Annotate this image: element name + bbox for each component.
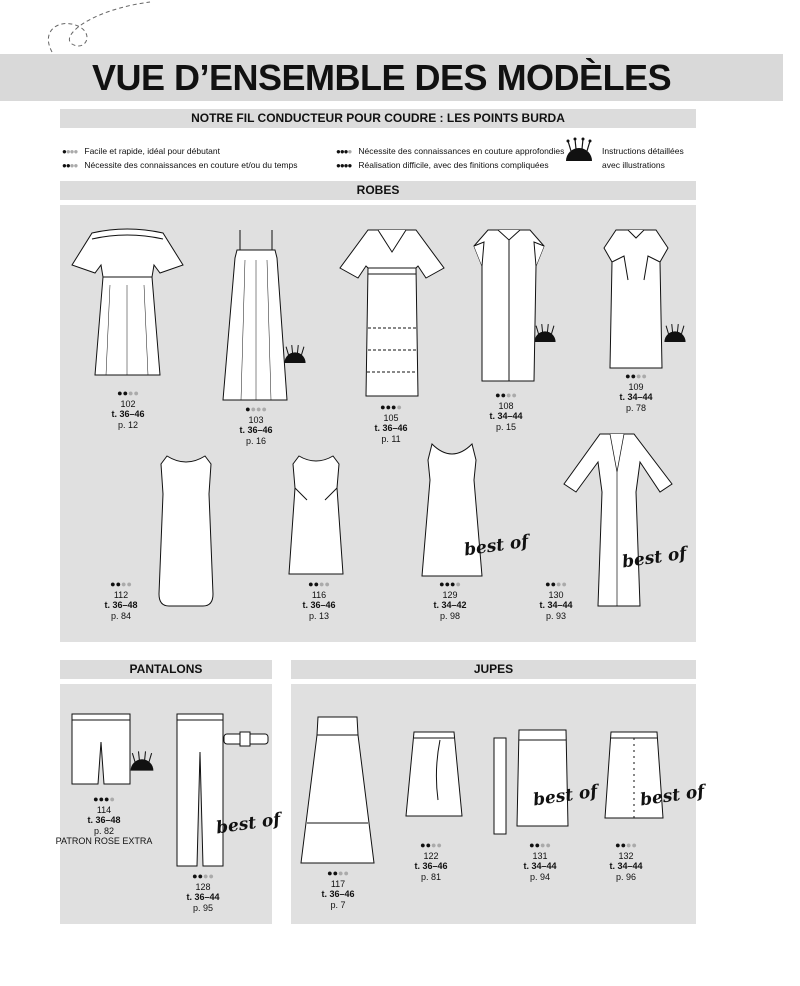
model-page: p. 11 (381, 433, 401, 444)
garment-122-illustration (404, 730, 464, 818)
legend-level1-text: Facile et rapide, idéal pour débutant (84, 146, 220, 156)
legend-level2 (62, 160, 297, 171)
difficulty-dots-icon: ●●●● (380, 402, 402, 412)
garment-117-illustration (300, 715, 375, 865)
garment-128-illustration (175, 712, 225, 868)
model-page: p. 95 (192, 902, 214, 913)
model-label-109 (606, 371, 666, 413)
model-size: t. 36–46 (414, 861, 448, 871)
level3-dots-icon: ●●●● (336, 147, 352, 156)
model-page: p. 7 (330, 899, 346, 910)
model-page: p. 94 (529, 871, 551, 882)
level4-dots-icon: ●●●● (336, 161, 352, 170)
garment-131-illustration (515, 728, 570, 828)
subtitle-band (60, 109, 696, 128)
model-extra-note: PATRON ROSE EXTRA (55, 836, 153, 846)
legend-level1 (62, 146, 220, 157)
difficulty-dots-icon: ●●●● (439, 579, 461, 589)
best-of-badge-130: best of (620, 543, 688, 573)
model-label-130 (526, 579, 586, 621)
section-band-jupes (291, 660, 696, 679)
difficulty-dots-icon: ●●●● (117, 388, 139, 398)
difficulty-dots-icon: ●●●● (545, 579, 567, 589)
model-label-132 (596, 840, 656, 882)
garment-108-illustration (470, 226, 548, 384)
model-number: 105 (383, 412, 399, 423)
model-page: p. 84 (110, 610, 132, 621)
model-size: t. 36–46 (111, 409, 145, 419)
model-number: 116 (311, 589, 327, 600)
model-page: p. 15 (495, 421, 517, 432)
model-size: t. 36–46 (321, 889, 355, 899)
model-label-129 (420, 579, 480, 621)
garment-116-illustration (285, 454, 347, 576)
difficulty-dots-icon: ●●●● (615, 840, 637, 850)
model-size: t. 34–44 (619, 392, 653, 402)
legend-level4 (336, 160, 549, 171)
section-band-pantalons (60, 660, 272, 679)
pincushion-icon-108 (532, 321, 558, 345)
garment-114-illustration (70, 712, 132, 787)
difficulty-dots-icon: ●●●● (110, 579, 132, 589)
model-label-102 (98, 388, 158, 430)
model-number: 109 (628, 381, 644, 392)
best-of-badge-128: best of (214, 809, 282, 839)
garment-109-illustration (600, 226, 672, 371)
difficulty-dots-icon: ●●●● (308, 579, 330, 589)
section-band-robes (60, 181, 696, 200)
model-page: p. 98 (439, 610, 461, 621)
model-number: 122 (423, 850, 439, 861)
legend-level4-text: Réalisation difficile, avec des finitions compliquées (358, 160, 549, 170)
model-size: t. 34–44 (523, 861, 557, 871)
legend-instructions-line1: Instructions détaillées (602, 146, 684, 156)
best-of-badge-131: best of (531, 781, 599, 811)
best-of-badge-132: best of (638, 781, 706, 811)
legend-level2-text: Nécessite des connaissances en couture et/ou du temps (84, 160, 298, 170)
model-page: p. 16 (245, 435, 267, 446)
difficulty-dots-icon: ●●●● (495, 390, 517, 400)
model-label-103 (226, 404, 286, 446)
model-size: t. 36–46 (302, 600, 336, 610)
subtitle: NOTRE FIL CONDUCTEUR POUR COUDRE : LES POINTS BURDA (191, 111, 565, 125)
dashed-thread-decoration (0, 0, 160, 56)
model-number: 128 (195, 881, 211, 892)
section-title-jupes: JUPES (473, 662, 514, 676)
model-size: t. 34–44 (609, 861, 643, 871)
level2-dots-icon: ●●●● (62, 161, 78, 170)
pincushion-icon-103 (282, 342, 308, 366)
difficulty-dots-icon: ●●●● (625, 371, 647, 381)
garment-103-illustration (215, 228, 295, 403)
model-size: t. 34–42 (433, 600, 467, 610)
garment-129-illustration (418, 440, 486, 580)
model-label-114 (44, 794, 164, 847)
legend-level3 (336, 146, 564, 157)
model-size: t. 34–44 (539, 600, 573, 610)
model-size: t. 36–48 (104, 600, 138, 610)
pincushion-icon-109 (662, 321, 688, 345)
garment-102-illustration (70, 225, 185, 385)
section-title-pantalons: PANTALONS (129, 662, 203, 676)
model-label-122 (401, 840, 461, 882)
garment-105-illustration (338, 228, 446, 398)
legend-instructions-line2: avec illustrations (602, 160, 665, 170)
page-title: VUE D’ENSEMBLE DES MODÈLES (92, 57, 672, 98)
garment-131-belt-illustration (490, 736, 510, 836)
model-page: p. 82 (93, 825, 115, 836)
pincushion-icon (563, 137, 595, 163)
model-label-128 (173, 871, 233, 913)
model-size: t. 36–46 (239, 425, 273, 435)
model-number: 131 (532, 850, 548, 861)
model-number: 112 (113, 589, 129, 600)
level1-dots-icon: ●●●● (62, 147, 78, 156)
difficulty-dots-icon: ●●●● (192, 871, 214, 881)
model-number: 103 (248, 414, 264, 425)
model-size: t. 36–46 (374, 423, 408, 433)
model-number: 132 (618, 850, 634, 861)
difficulty-dots-icon: ●●●● (327, 868, 349, 878)
model-page: p. 81 (420, 871, 442, 882)
model-label-108 (476, 390, 536, 432)
model-size: t. 34–44 (489, 411, 523, 421)
model-label-117 (308, 868, 368, 910)
difficulty-dots-icon: ●●●● (245, 404, 267, 414)
model-page: p. 78 (625, 402, 647, 413)
model-label-112 (91, 579, 151, 621)
difficulty-dots-icon: ●●●● (420, 840, 442, 850)
model-page: p. 93 (545, 610, 567, 621)
garment-128-belt-illustration (222, 728, 270, 750)
section-title-robes: ROBES (356, 183, 400, 197)
model-label-116 (289, 579, 349, 621)
model-number: 102 (120, 398, 136, 409)
model-size: t. 36–48 (87, 815, 121, 825)
best-of-badge-129: best of (462, 531, 530, 561)
difficulty-dots-icon: ●●●● (529, 840, 551, 850)
model-page: p. 12 (117, 419, 139, 430)
model-number: 108 (498, 400, 514, 411)
legend-level3-text: Nécessite des connaissances en couture approfondies (358, 146, 565, 156)
model-number: 129 (442, 589, 458, 600)
garment-112-illustration (155, 454, 217, 609)
model-number: 117 (330, 878, 346, 889)
model-number: 114 (96, 804, 112, 815)
pincushion-icon-114 (128, 748, 156, 774)
difficulty-dots-icon: ●●●● (93, 794, 115, 804)
model-page: p. 96 (615, 871, 637, 882)
model-number: 130 (548, 589, 564, 600)
legend-instructions (602, 146, 684, 171)
model-page: p. 13 (308, 610, 330, 621)
model-label-131 (510, 840, 570, 882)
model-size: t. 36–44 (186, 892, 220, 902)
model-label-105 (361, 402, 421, 444)
